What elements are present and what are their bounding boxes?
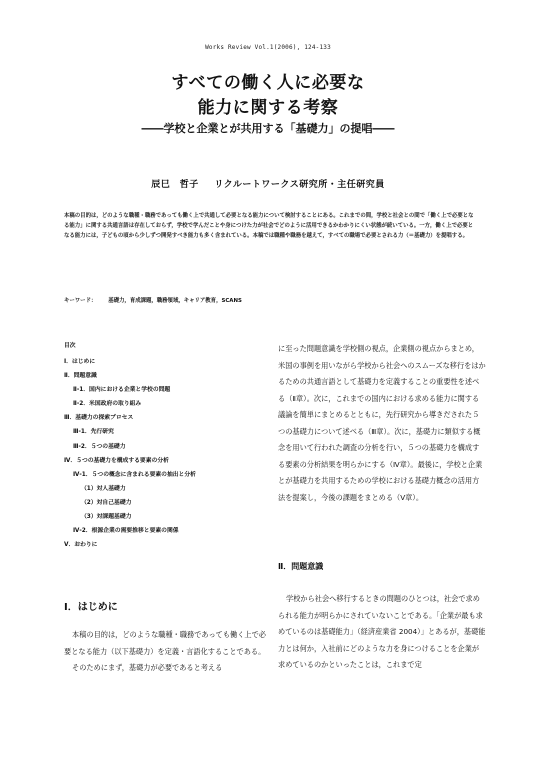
section-heading-problem: Ⅱ．問題意識 — [278, 562, 324, 571]
toc-item: Ⅱ-1．国内における企業と学校の問題 — [73, 387, 171, 394]
subtitle: ――学校と企業とが共用する「基礎力」の提唱―― — [141, 122, 395, 135]
section-heading-intro: Ⅰ．はじめに — [64, 602, 118, 613]
toc-item: Ⅳ-2．根源企業の需要推移と要素の関係 — [73, 528, 179, 535]
toc-item: Ⅲ．基礎力の探索プロセス — [64, 415, 134, 422]
toc-item: Ⅳ．５つの基礎力を構成する要素の分析 — [64, 457, 169, 464]
toc-item: （1）対人基礎力 — [81, 485, 126, 492]
toc-list — [64, 355, 264, 552]
problem-paragraph: 学校から社会へ移行するときの問題のひとつは，社会で求められる能力が明らかにされていないことである。「企業が最も求めているのは基礎能力」（経済産業省 2004）」とあるが，基礎能力とは何か，入社前にどのような力を身につけることを企業が求めているのかといったことは，これまで定 — [278, 594, 486, 669]
right-column-paragraph: に至った問題意識を学校側の視点，企業側の視点からまとめ，米国の事例を用いながら学校から社会へのスムーズな移行をはかるための共通言語として基礎力を定義することの重要性を述べる（Ⅱ章）。次に，これまでの国内における求める能力に関する議論を簡単にまとめるとともに，先行研究から導きだされた５つの基礎力について述べる（Ⅲ章）。次に，基礎力に類似する概念を用いて行われた調査の分析を行い，５つの基礎力を構成する要素の分析結果を明らかにする（Ⅳ章）。最後に，学校と企業とが基礎力を共用するための学校における基礎力概念の活用方法を提案し，今後の課題をまとめる（Ⅴ章）。 — [278, 344, 486, 502]
table-of-contents — [64, 340, 264, 552]
toc-item: （2）対自己基礎力 — [81, 499, 132, 506]
right-column-body — [278, 341, 486, 506]
toc-item: Ⅴ．おわりに — [64, 542, 98, 549]
toc-item: （3）対課題基礎力 — [81, 514, 132, 521]
intro-paragraph-2: そのためにまず，基礎力が必要であると考える — [72, 663, 223, 672]
title-line-1: すべての働く人に必要な — [171, 73, 365, 93]
intro-paragraph-1: 本稿の目的は，どのような職種・職務であっても働く上で必要となる能力（以下基礎力）を定義・言語化することである。 — [64, 630, 266, 656]
toc-heading: 目次 — [64, 343, 76, 349]
author-name: 辰巳 哲子 — [151, 180, 199, 190]
author-affiliation: リクルートワークス研究所・主任研究員 — [214, 180, 385, 190]
keywords — [64, 296, 484, 304]
title-line-2: 能力に関する考察 — [197, 98, 339, 118]
journal-header: Works Review Vol.1(2006), 124-133 — [205, 44, 331, 51]
toc-item: Ⅱ-2．米国政府の取り組み — [73, 401, 142, 408]
toc-item: Ⅳ-1．５つの概念に含まれる要素の抽出と分析 — [73, 471, 196, 478]
problem-body — [278, 591, 486, 674]
keywords-label: キーワード： — [64, 298, 97, 304]
toc-item: Ⅲ-1．先行研究 — [73, 429, 114, 436]
toc-item: Ⅱ．問題意識 — [64, 373, 97, 380]
intro-body — [64, 627, 272, 677]
toc-item: Ⅰ．はじめに — [64, 359, 96, 365]
keywords-text: 基礎力，育成課題，職務領域，キャリア教育，SCANS — [108, 298, 242, 304]
abstract — [64, 212, 474, 241]
author-line — [0, 177, 536, 190]
toc-item: Ⅲ-2．５つの基礎力 — [73, 443, 126, 450]
abstract-text: 本稿の目的は，どのような職種・職務であっても働く上で共通して必要となる能力について検討することにある。これまでの間，学校と社会との間で「働く上で必要となる能力」に関する共通言語は存在しておらず，学校で学んだことや身につけた力が社会でどのように活用できるかわかりにくい状態が続いている。一方，働く上で必要となる能力には，子どもの頃から少しずつ開発すべき能力も多く含まれている。本稿では職種や職務を越えて，すべての職場で必要とされる力（＝基礎力）を提唱する。 — [64, 213, 474, 239]
